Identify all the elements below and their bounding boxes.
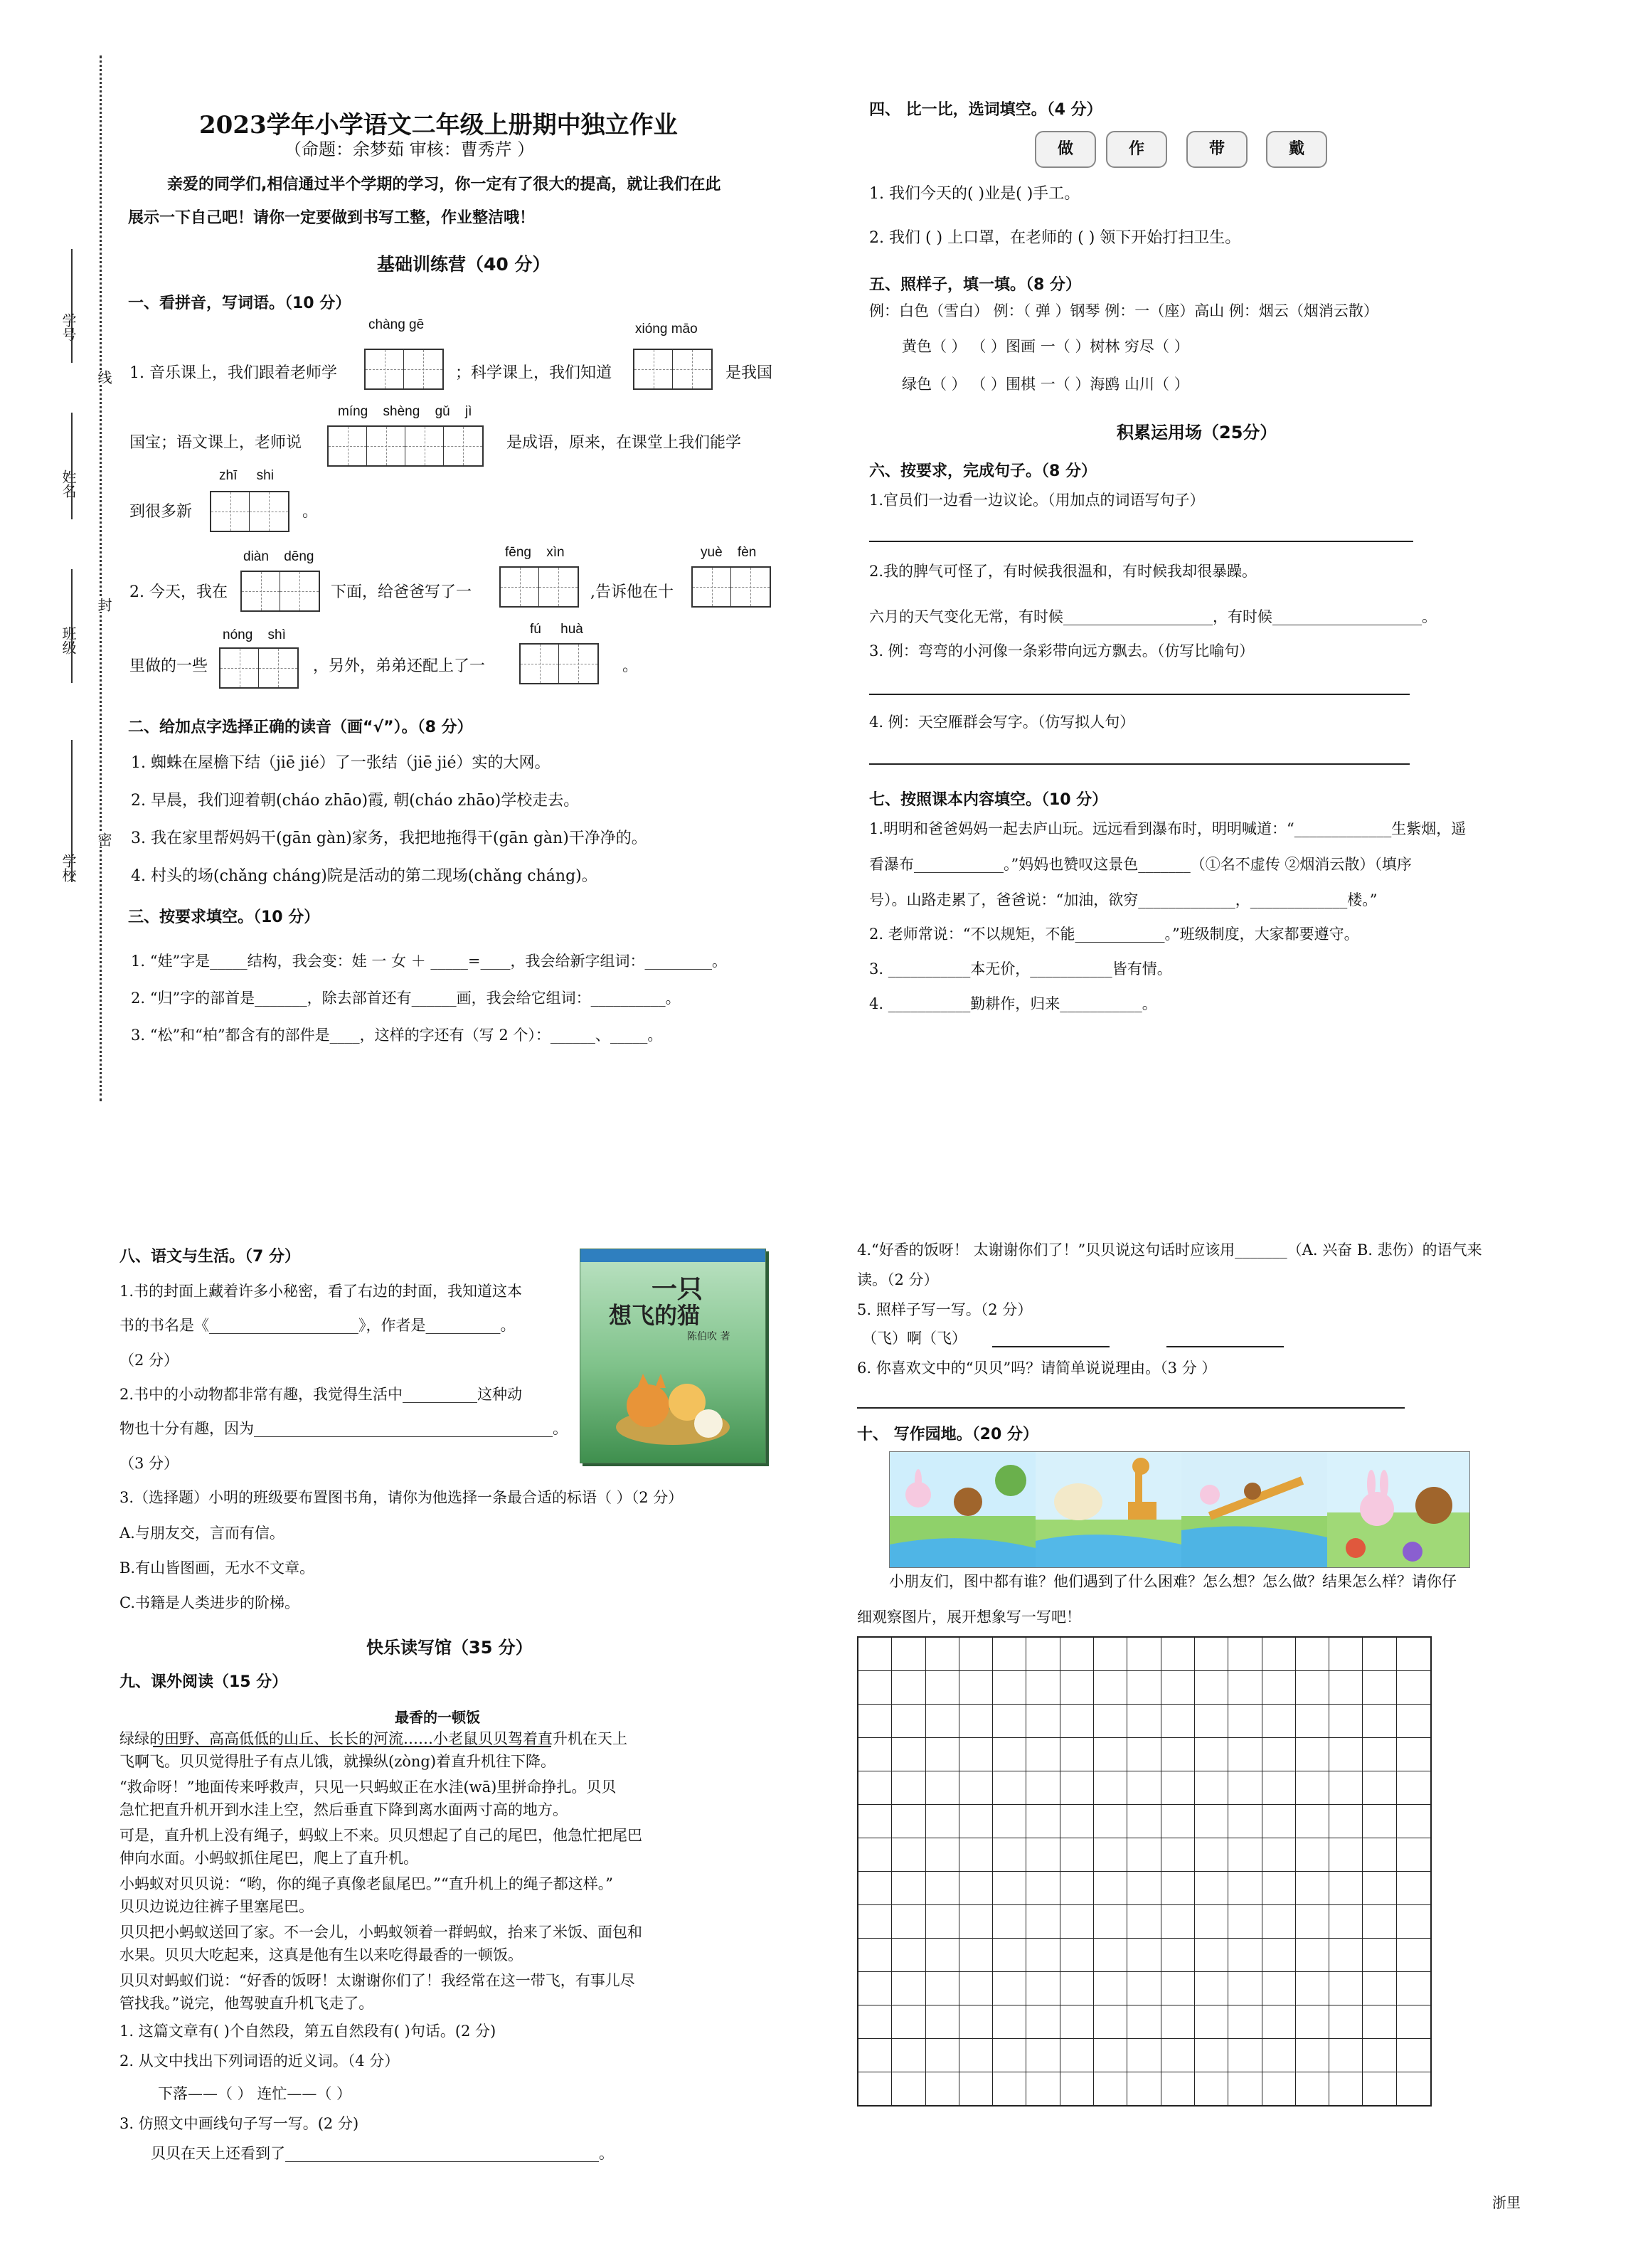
cat-illustration xyxy=(595,1349,751,1456)
passage-paragraph: 管找我。”说完，他驾驶直升机飞走了。 xyxy=(119,1995,374,2012)
q4-item-2[interactable]: 2. 我们 ( ) 上口罩，在老师的 ( ) 领下开始打扫卫生。 xyxy=(869,229,1241,247)
passage-paragraph: 伸向水面。小蚂蚁抓住尾巴，爬上了直升机。 xyxy=(119,1850,418,1867)
q10-title: 十、 写作园地。（20 分） xyxy=(857,1426,1038,1443)
passage-paragraph: 贝贝把小蚂蚁送回了家。不一会儿，小蚂蚁领着一群蚂蚁，抬来了米饭、面包和 xyxy=(119,1924,642,1941)
margin-label-xuexiao: 学校 xyxy=(60,854,77,882)
q3-item-1[interactable]: 1. “娃”字是_____结构，我会变：娃 一 女 ＋ _____=____，我会给新字组词：_________。 xyxy=(131,953,727,970)
q4-item-1[interactable]: 1. 我们今天的( )业是( )手工。 xyxy=(869,185,1080,203)
q10-prompt-2: 细观察图片，展开想象写一写吧！ xyxy=(857,1609,1081,1626)
q2-item-4[interactable]: 4. 村头的场(chǎng cháng)院是活动的第二现场(chǎng cháng)。 xyxy=(131,867,597,885)
passage-paragraph: 小蚂蚁对贝贝说：“哟，你的绳子真像老鼠尾巴。”“直升机上的绳子都这样。” xyxy=(119,1875,613,1892)
word-option-zuo2: 作 xyxy=(1106,131,1167,168)
q6-answer-line-3[interactable] xyxy=(869,763,1410,765)
q1-text-1a: 1. 音乐课上，我们跟着老师学 xyxy=(129,364,337,382)
word-option-dai: 带 xyxy=(1186,131,1248,168)
book-cover-author: 陈伯吹 著 xyxy=(687,1331,730,1342)
q8-title: 八、语文与生活。（7 分） xyxy=(119,1248,300,1266)
q7-line-6[interactable]: 4. ___________勤耕作，归来___________。 xyxy=(869,995,1157,1012)
composition-row[interactable] xyxy=(858,1972,1430,2005)
pinyin-xiongmao: xióng māo xyxy=(635,322,698,337)
margin-fill-line xyxy=(71,413,73,519)
q4-title: 四、 比一比，选词填空。（4 分） xyxy=(869,101,1102,119)
writing-box-diandeng[interactable] xyxy=(240,571,320,612)
q1-title: 一、看拼音，写词语。（10 分） xyxy=(128,295,351,312)
q7-line-2[interactable]: 看瀑布____________。”妈妈也赞叹这景色_______（①名不虚传 ②烟消云散）（填序 xyxy=(869,856,1412,873)
composition-grid[interactable] xyxy=(857,1636,1432,2107)
passage-paragraph: 贝贝边说边往裤子里塞尾巴。 xyxy=(119,1898,314,1915)
q6-sentence-3[interactable]: 六月的天气变化无常，有时候____________________，有时候____________________。 xyxy=(869,608,1437,625)
q8-line-2[interactable]: 书的书名是《____________________》，作者是__________。 xyxy=(119,1317,516,1334)
exam-title: 2023学年小学语文二年级上册期中独立作业 xyxy=(199,111,678,139)
composition-row[interactable] xyxy=(858,1872,1430,1905)
q1-text-3a: 到很多新 xyxy=(129,503,193,521)
passage-paragraph: 贝贝对蚂蚁们说：“好香的饭呀！太谢谢你们了！我经常在这一带飞，有事儿尽 xyxy=(119,1972,635,1989)
q9-question-6-answer-line[interactable] xyxy=(857,1407,1405,1409)
section-title-reading: 快乐读写馆（35 分） xyxy=(366,1638,533,1658)
q9-question-4b: 读。（2 分） xyxy=(857,1271,939,1288)
passage-paragraph: 水果。贝贝大吃起来，这真是他有生以来吃得最香的一顿饭。 xyxy=(119,1946,523,1964)
q8-line-6: （3 分） xyxy=(119,1455,179,1472)
passage-paragraph: 急忙把直升机开到水洼上空，然后垂直下降到离水面两寸高的地方。 xyxy=(119,1801,568,1818)
margin-fill-line xyxy=(71,249,73,363)
q7-line-1[interactable]: 1.明明和爸爸妈妈一起去庐山玩。远远看到瀑布时，明明喊道：“_____________生紫烟，遥 xyxy=(869,820,1467,837)
q9-question-5-blank-2[interactable] xyxy=(1166,1346,1284,1347)
picture-panel-4 xyxy=(1327,1452,1469,1567)
composition-row[interactable] xyxy=(858,1805,1430,1838)
q8-line-4[interactable]: 2.书中的小动物都非常有趣，我觉得生活中__________这种动 xyxy=(119,1386,523,1403)
composition-row[interactable] xyxy=(858,1939,1430,1972)
composition-row[interactable] xyxy=(858,1638,1430,1671)
passage-paragraph: “救命呀！”地面传来呼救声，只见一只蚂蚁正在水洼(wā)里拼命挣扎。贝贝 xyxy=(119,1779,617,1796)
binding-margin xyxy=(0,0,112,1110)
q10-prompt-1: 小朋友们，图中都有谁？他们遇到了什么困难？怎么想？怎么做？结果怎么样？请你仔 xyxy=(889,1573,1457,1590)
q9-question-2-answer[interactable]: 下落——（ ） 连忙——（ ） xyxy=(158,2085,352,2102)
writing-box-zhishi[interactable] xyxy=(210,491,289,532)
q5-example: 例：白色（雪白） 例：（ 弹 ）钢琴 例：一（座）高山 例：烟云（烟消云散） xyxy=(869,302,1378,319)
composition-row[interactable] xyxy=(858,2039,1430,2072)
composition-row[interactable] xyxy=(858,1771,1430,1805)
q3-item-3[interactable]: 3. “松”和“柏”都含有的部件是____，这样的字还有（写 2 个）：______、_____。 xyxy=(131,1027,663,1044)
intro-line-2: 展示一下自己吧！请你一定要做到书写工整，作业整洁哦！ xyxy=(128,209,536,227)
composition-row[interactable] xyxy=(858,1671,1430,1705)
passage-paragraph: 可是，直升机上没有绳子，蚂蚁上不来。贝贝想起了自己的尾巴，他急忙把尾巴 xyxy=(119,1827,642,1844)
q5-row-1[interactable]: 黄色（ ） （ ）图画 一（ ）树林 穷尽（ ） xyxy=(902,338,1189,355)
q9-question-5-example: （飞）啊（飞） xyxy=(862,1330,967,1347)
writing-box-fuhua[interactable] xyxy=(519,643,599,684)
q7-line-5[interactable]: 3. ___________本无价，___________皆有情。 xyxy=(869,960,1172,977)
passage-paragraph: 飞啊飞。贝贝觉得肚子有点儿饿，就操纵(zòng)着直升机往下降。 xyxy=(119,1753,556,1770)
q3-title: 三、按要求填空。（10 分） xyxy=(128,908,320,926)
q1-text-3b: 。 xyxy=(302,503,319,521)
fold-mark-xian: 线 xyxy=(94,370,115,384)
pinyin-mingshengguji: míng shèng gǔ jì xyxy=(338,404,472,419)
fold-mark-mi: 密 xyxy=(94,832,115,847)
q3-item-2[interactable]: 2. “归”字的部首是_______，除去部首还有______画，我会给它组词：__________。 xyxy=(131,990,681,1007)
q6-sentence-4: 3. 例：弯弯的小河像一条彩带向远方飘去。（仿写比喻句） xyxy=(869,642,1255,659)
q6-sentence-1: 1.官员们一边看一边议论。（用加点的词语写句子） xyxy=(869,492,1205,509)
intro-line-1: 亲爱的同学们,相信通过半个学期的学习，你一定有了很大的提高，就让我们在此 xyxy=(167,176,721,194)
q8-line-7[interactable]: 3.（选择题）小明的班级要布置图书角，请你为他选择一条最合适的标语（ ）（2 分） xyxy=(119,1489,684,1506)
writing-box-yuefen[interactable] xyxy=(691,566,771,608)
pinyin-changge: chàng gē xyxy=(368,317,425,332)
q1-text-4a: 2. 今天，我在 xyxy=(129,583,228,601)
passage-underline xyxy=(153,1746,551,1747)
q1-text-5c: 。 xyxy=(622,657,639,675)
q9-title: 九、课外阅读（15 分） xyxy=(119,1673,288,1691)
fold-mark-feng: 封 xyxy=(94,598,115,612)
q8-option-b[interactable]: B.有山皆图画，无水不文章。 xyxy=(119,1559,315,1577)
pinyin-fengxin: fēng xìn xyxy=(505,545,565,560)
book-cover-title-2: 想飞的猫 xyxy=(609,1302,701,1329)
margin-fill-line xyxy=(71,569,73,683)
book-cover-image xyxy=(580,1249,766,1463)
exam-authors: （命题：余梦茹 审核：曹秀芹 ） xyxy=(284,139,535,159)
q1-text-4b: 下面，给爸爸写了一 xyxy=(331,583,472,601)
q1-text-5b: ，另外，弟弟还配上了一 xyxy=(313,657,486,675)
q9-question-6: 6. 你喜欢文中的“贝贝”吗？请简单说说理由。（3 分 ） xyxy=(857,1360,1217,1377)
q6-answer-line-1[interactable] xyxy=(869,541,1413,542)
picture-panel-1 xyxy=(890,1452,1036,1567)
composition-row[interactable] xyxy=(858,1705,1430,1738)
margin-label-xuehao: 学号 xyxy=(60,313,77,341)
q5-row-2[interactable]: 绿色（ ） （ ）围棋 一（ ）海鸥 山川（ ） xyxy=(902,376,1189,393)
picture-panel-3 xyxy=(1181,1452,1327,1567)
q6-answer-line-2[interactable] xyxy=(869,694,1410,695)
q1-text-2b: 是成语，原来，在课堂上我们能学 xyxy=(506,434,742,452)
q9-question-3: 3. 仿照文中画线句子写一写。(2 分) xyxy=(119,2115,359,2132)
writing-box-xiongmao[interactable] xyxy=(633,349,713,390)
composition-row[interactable] xyxy=(858,2005,1430,2039)
q8-option-a[interactable]: A.与朋友交，言而有信。 xyxy=(119,1525,284,1542)
q8-line-3: （2 分） xyxy=(119,1352,179,1369)
writing-box-changge[interactable] xyxy=(364,349,444,390)
pinyin-nongshi: nóng shì xyxy=(223,627,286,642)
word-option-dai2: 戴 xyxy=(1266,131,1327,168)
composition-row[interactable] xyxy=(858,1905,1430,1939)
q2-title: 二、给加点字选择正确的读音（画“√”）。（8 分） xyxy=(128,719,473,736)
q6-sentence-5: 4. 例：天空雁群会写字。（仿写拟人句） xyxy=(869,714,1135,731)
passage-title: 最香的一顿饭 xyxy=(395,1709,480,1726)
composition-row[interactable] xyxy=(858,1738,1430,1771)
q9-question-5: 5. 照样子写一写。（2 分） xyxy=(857,1301,1033,1318)
q1-text-1c: 是我国 xyxy=(725,364,773,382)
dotted-fold-line xyxy=(100,55,102,1101)
book-cover-top-band xyxy=(580,1249,765,1262)
passage-paragraph: 绿绿的田野、高高低低的山丘、长长的河流……小老鼠贝贝驾着直升机在天上 xyxy=(119,1730,627,1747)
q1-text-2a: 国宝；语文课上，老师说 xyxy=(129,434,302,452)
section-title-accumulate: 积累运用场（25分） xyxy=(1117,423,1277,443)
writing-box-mingshengguji[interactable] xyxy=(327,425,484,467)
q9-question-5-blank-1[interactable] xyxy=(992,1346,1110,1347)
q9-question-1[interactable]: 1. 这篇文章有( )个自然段，第五自然段有( )句话。(2 分) xyxy=(119,2023,496,2040)
composition-row[interactable] xyxy=(858,1838,1430,1872)
q7-line-3[interactable]: 号）。山路走累了，爸爸说：“加油，欲穷_____________，_____________楼。” xyxy=(869,891,1378,908)
section-title-basic: 基础训练营（40 分） xyxy=(377,254,551,275)
writing-box-nongshi[interactable] xyxy=(219,647,299,689)
q2-item-2[interactable]: 2. 早晨，我们迎着朝(cháo zhāo)霞, 朝(cháo zhāo)学校走去。 xyxy=(131,792,580,810)
q9-question-4[interactable]: 4.“好香的饭呀！ 太谢谢你们了！”贝贝说这句话时应该用_______（A. 兴奋 B. 悲伤）的语气来 xyxy=(857,1241,1482,1258)
composition-row[interactable] xyxy=(858,2072,1430,2105)
q9-question-2: 2. 从文中找出下列词语的近义词。（4 分） xyxy=(119,2052,400,2070)
margin-label-banji: 班级 xyxy=(60,626,77,655)
q6-title: 六、按要求，完成句子。（8 分） xyxy=(869,462,1097,480)
q1-text-4c: ,告诉他在十 xyxy=(590,583,674,601)
writing-picture-strip xyxy=(889,1451,1470,1568)
pinyin-zhishi: zhī shi xyxy=(219,468,274,483)
q7-line-4[interactable]: 2. 老师常说：“不以规矩，不能____________。”班级制度，大家都要遵守。 xyxy=(869,926,1359,943)
pinyin-fuhua: fú huà xyxy=(530,622,583,637)
q1-text-1b: ；科学课上，我们知道 xyxy=(455,364,612,382)
q8-line-1: 1.书的封面上藏着许多小秘密，看了右边的封面，我知道这本 xyxy=(119,1283,523,1300)
book-cover-title-1: 一只 xyxy=(652,1275,703,1304)
q5-title: 五、照样子，填一填。（8 分） xyxy=(869,276,1081,294)
q7-title: 七、按照课本内容填空。（10 分） xyxy=(869,791,1108,809)
q9-question-3-answer[interactable]: 贝贝在天上还看到了__________________________________________。 xyxy=(151,2145,614,2162)
q6-sentence-2: 2.我的脾气可怪了，有时候我很温和，有时候我却很暴躁。 xyxy=(869,563,1257,580)
q2-item-3[interactable]: 3. 我在家里帮妈妈干(gān gàn)家务，我把地拖得干(gān gàn)干净净的。 xyxy=(131,830,647,847)
picture-panel-2 xyxy=(1036,1452,1181,1567)
q2-item-1[interactable]: 1. 蜘蛛在屋檐下结（jiē jié）了一张结（jiē jié）实的大网。 xyxy=(131,754,551,772)
q8-option-c[interactable]: C.书籍是人类进步的阶梯。 xyxy=(119,1594,299,1611)
q1-text-5a: 里做的一些 xyxy=(129,657,208,675)
writing-box-fengxin[interactable] xyxy=(499,566,579,608)
pinyin-yuefen: yuè fèn xyxy=(701,545,757,560)
margin-label-xingming: 姓名 xyxy=(60,470,77,498)
margin-fill-line xyxy=(71,740,73,882)
footer-text: 浙里 xyxy=(1492,2194,1521,2211)
word-option-zuo: 做 xyxy=(1035,131,1096,168)
q8-line-5[interactable]: 物也十分有趣，因为________________________________________。 xyxy=(119,1420,568,1437)
pinyin-diandeng: diàn dēng xyxy=(243,549,314,564)
